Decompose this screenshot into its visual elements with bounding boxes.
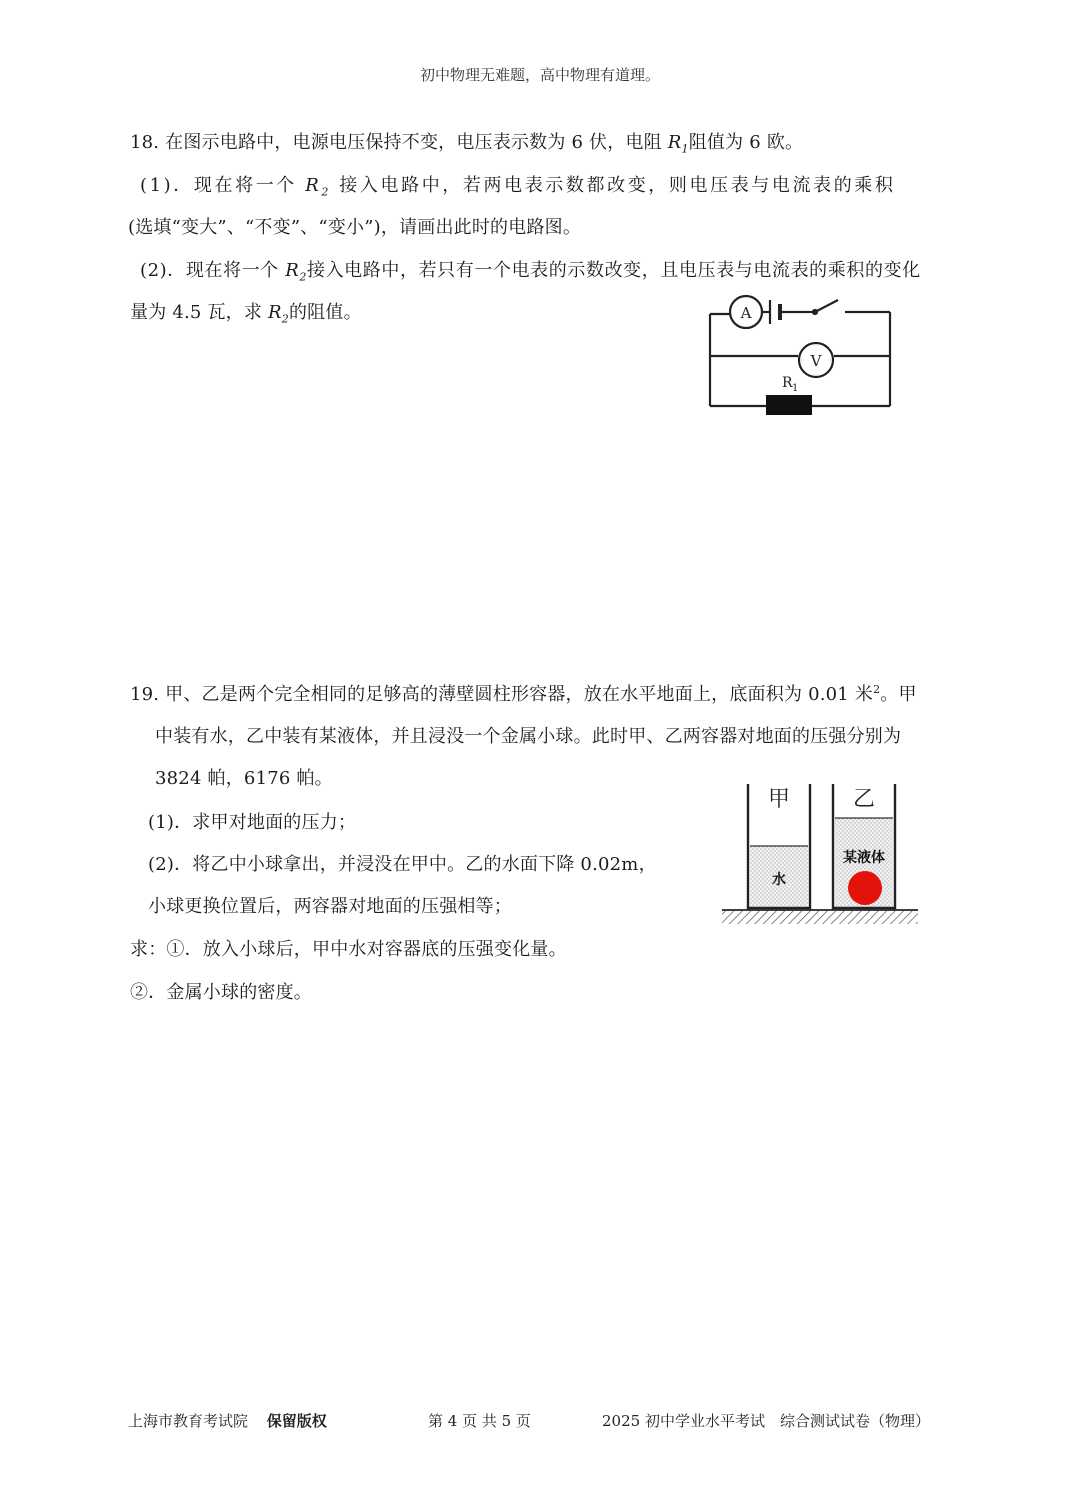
ground-hatch <box>722 911 918 924</box>
q18-p2-l2-text-a: 量为 4.5 瓦，求 <box>130 302 268 323</box>
q19-part1: (1)．求甲对地面的压力； <box>148 812 357 833</box>
q19-line2: 中装有水，乙中装有某液体，并且浸没一个金属小球。此时甲、乙两容器对地面的压强分别为 <box>155 726 902 747</box>
q19-stem-text-b: 。甲 <box>880 684 917 705</box>
metal-ball <box>848 871 882 905</box>
switch-blade <box>815 300 838 312</box>
footer-page-number: 第 4 页 共 5 页 <box>428 1412 531 1430</box>
container-yi-label: 乙 <box>852 787 876 812</box>
q19-ask2: ②．金属小球的密度。 <box>130 982 312 1003</box>
container-jia-label: 甲 <box>767 787 791 812</box>
voltmeter-label: V <box>810 352 822 370</box>
q18-p1-r2: R <box>305 175 322 196</box>
q18-p2-r2: R <box>285 260 300 281</box>
q18-part1-line2: (选填“变大”、“不变”、“变小”)，请画出此时的电路图。 <box>128 217 582 238</box>
q18-p2-text-a: (2)．现在将一个 <box>140 260 286 281</box>
q19-stem-text-a: 19. 甲、乙是两个完全相同的足够高的薄壁圆柱形容器，放在水平地面上，底面积为 0.01 米 <box>130 684 874 705</box>
q18-p2-l2-r2-sub: 2 <box>281 312 289 326</box>
q18-stem-r1: R <box>667 132 682 153</box>
footer-org-name: 上海市教育考试院 <box>128 1412 249 1430</box>
q18-p2-l2-r2: R <box>268 302 282 323</box>
q18-p1-r2-sub: 2 <box>321 185 331 199</box>
q18-stem-r1-sub: 1 <box>681 142 689 156</box>
q18-stem-text-b: 阻值为 6 欧。 <box>688 132 804 153</box>
q18-p2-text-b: 接入电路中，若只有一个电表的示数改变，且电压表与电流表的乘积的变化 <box>306 260 921 281</box>
containers-figure <box>718 782 928 932</box>
q19-line3: 3824 帕，6176 帕。 <box>155 768 333 789</box>
q18-part2-line2 <box>130 298 362 326</box>
header-slogan: 初中物理无难题，高中物理有道理。 <box>419 66 660 84</box>
q18-stem <box>130 128 803 156</box>
liquid-label: 某液体 <box>843 850 885 866</box>
ammeter-label: A <box>740 304 752 322</box>
q19-stem-sup: 2 <box>873 683 881 696</box>
q19-ask1: 求：①．放入小球后，甲中水对容器底的压强变化量。 <box>130 939 567 960</box>
q18-part1-line1 <box>140 171 896 199</box>
q18-part2-line1 <box>140 256 921 284</box>
q19-stem <box>130 680 917 706</box>
q18-p1-text-b: 接入电路中，若两电表示数都改变，则电压表与电流表的乘积 <box>330 175 896 196</box>
footer-exam-title: 2025 初中学业水平考试 综合测试试卷（物理） <box>602 1412 930 1430</box>
q19-part2-line1: (2)．将乙中小球拿出，并浸没在甲中。乙的水面下降 0.02m， <box>148 854 657 875</box>
water-label: 水 <box>772 872 786 888</box>
q18-p2-l2-text-b: 的阻值。 <box>288 302 362 323</box>
circuit-diagram <box>700 290 900 420</box>
resistor-label: R <box>782 375 793 391</box>
q18-p1-text-a: (1)．现在将一个 <box>140 175 306 196</box>
q19-part2-line2: 小球更换位置后，两容器对地面的压强相等； <box>148 896 512 917</box>
footer-org <box>128 1410 327 1431</box>
footer-rights: 保留版权 <box>266 1412 327 1430</box>
resistor-r1 <box>766 395 812 415</box>
resistor-label-sub: 1 <box>792 383 799 394</box>
q18-stem-text-a: 18. 在图示电路中，电源电压保持不变，电压表示数为 6 伏，电阻 <box>130 132 668 153</box>
q18-p2-r2-sub: 2 <box>299 270 307 284</box>
